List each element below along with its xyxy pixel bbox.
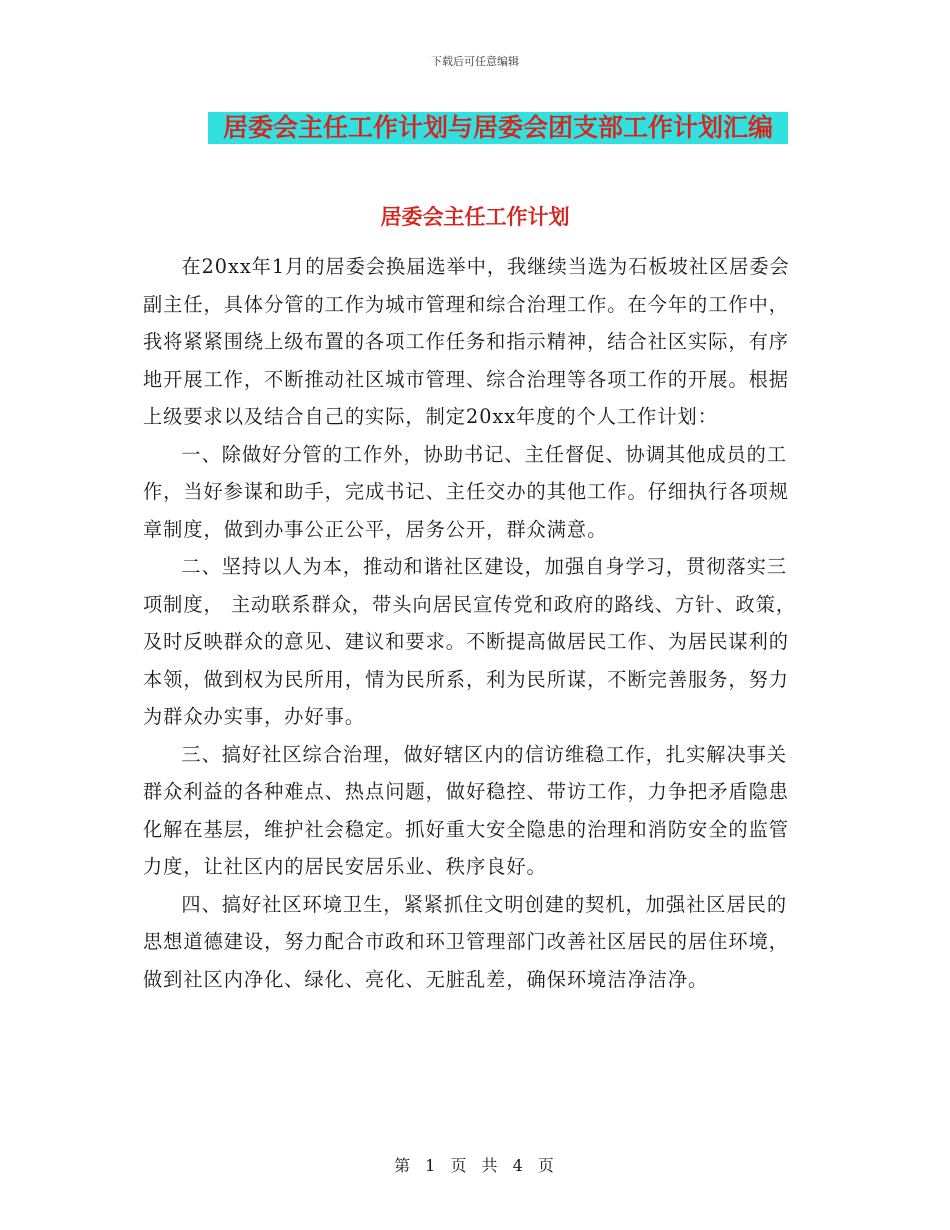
document-body xyxy=(143,248,803,998)
page-footer: 第 1 页 共 4 页 xyxy=(394,1156,556,1175)
paragraph-item-2: 二、坚持以人为本，推动和谐社区建设，加强自身学习，贯彻落实三项制度， 主动联系群众，带头向居民宣传党和政府的路线、方针、政策，及时反映群众的意见、建议和要求。不断提高做居民工作、为居民谋利的本领，做到权为民所用，情为民所系，利为民所谋，不断完善服务，努力为群众办实事，办好事。 xyxy=(143,555,797,728)
section-title: 居委会主任工作计划 xyxy=(380,205,570,229)
document-main-title: 居委会主任工作计划与居委会团支部工作计划汇编 xyxy=(208,112,788,144)
paragraph-intro: 在20xx年1月的居委会换届选举中，我继续当选为石板坡社区居委会副主任，具体分管的工作为城市管理和综合治理工作。在今年的工作中，我将紧紧围绕上级布置的各项工作任务和指示精神，结合社区实际，有序地开展工作，不断推动社区城市管理、综合治理等各项工作的开展。根据上级要求以及结合自己的实际，制定20xx年度的个人工作计划： xyxy=(143,255,790,428)
paragraph-item-4: 四、搞好社区环境卫生，紧紧抓住文明创建的契机，加强社区居民的思想道德建设，努力配合市政和环卫管理部门改善社区居民的居住环境，做到社区内净化、绿化、亮化、无脏乱差，确保环境洁净洁净。 xyxy=(143,892,789,991)
paragraph-item-3: 三、搞好社区综合治理，做好辖区内的信访维稳工作，扎实解决事关群众利益的各种难点、热点问题，做好稳控、带访工作，力争把矛盾隐患化解在基层，维护社会稳定。抓好重大安全隐患的治理和消防安全的监管力度，让社区内的居民安居乐业、秩序良好。 xyxy=(143,742,789,878)
paragraph-item-1: 一、除做好分管的工作外，协助书记、主任督促、协调其他成员的工作，当好参谋和助手，完成书记、主任交办的其他工作。仔细执行各项规章制度，做到办事公正公平，居务公开，群众满意。 xyxy=(143,442,789,541)
header-note: 下载后可任意编辑 xyxy=(431,55,519,68)
